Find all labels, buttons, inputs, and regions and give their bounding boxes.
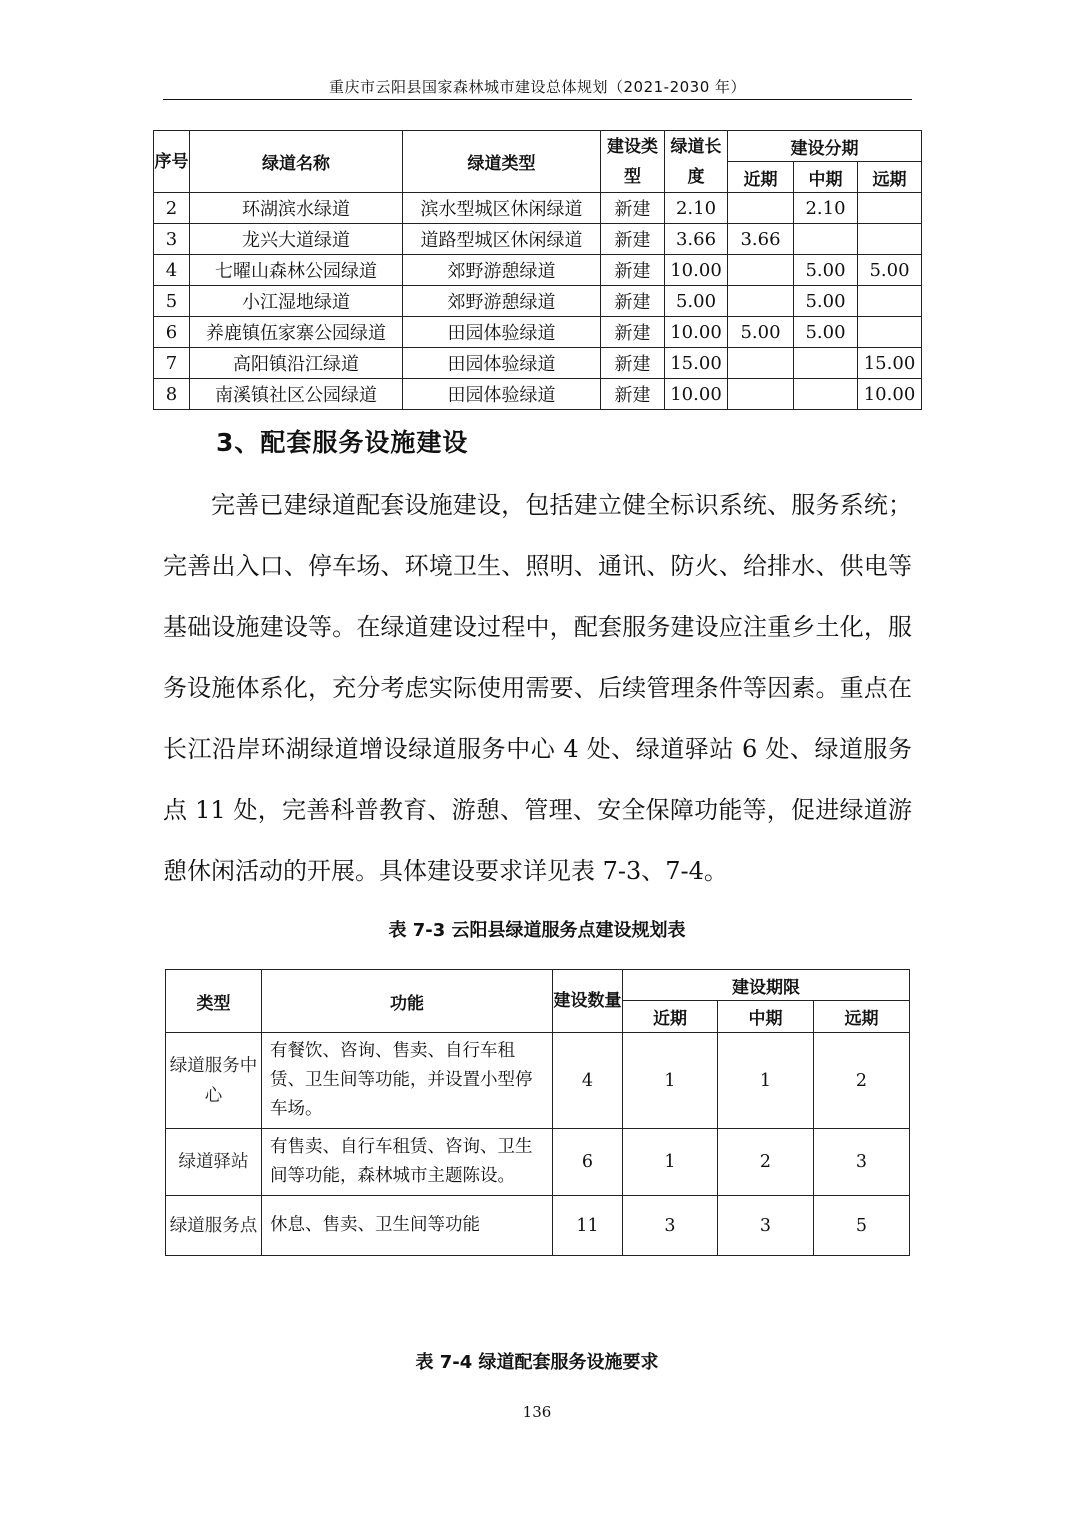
cell-far <box>858 224 922 255</box>
col-header-near: 近期 <box>728 162 794 193</box>
col-header-function: 功能 <box>262 970 553 1033</box>
col-header-near: 近期 <box>623 1001 718 1033</box>
cell-near: 5.00 <box>728 317 794 348</box>
greenway-table-body <box>154 193 922 410</box>
col-header-type: 类型 <box>166 970 262 1033</box>
cell-length: 10.00 <box>665 379 728 410</box>
cell-build: 新建 <box>601 255 665 286</box>
table-row <box>154 286 922 317</box>
cell-mid: 2 <box>718 1129 814 1196</box>
cell-mid <box>794 379 858 410</box>
cell-function: 有餐饮、咨询、售卖、自行车租赁、卫生间等功能，并设置小型停车场。 <box>262 1033 553 1129</box>
cell-length: 2.10 <box>665 193 728 224</box>
col-header-far: 远期 <box>814 1001 910 1033</box>
cell-no: 3 <box>154 224 190 255</box>
cell-build: 新建 <box>601 224 665 255</box>
cell-near: 3.66 <box>728 224 794 255</box>
table-row <box>154 193 922 224</box>
cell-length: 10.00 <box>665 317 728 348</box>
cell-name: 七曜山森林公园绿道 <box>190 255 403 286</box>
cell-near <box>728 286 794 317</box>
cell-near <box>728 193 794 224</box>
cell-build: 新建 <box>601 193 665 224</box>
cell-build: 新建 <box>601 286 665 317</box>
cell-near: 1 <box>623 1033 718 1129</box>
cell-kind: 郊野游憩绿道 <box>403 286 601 317</box>
section-title: 3、配套服务设施建设 <box>216 428 469 457</box>
cell-type: 绿道服务中心 <box>166 1033 262 1129</box>
cell-far: 5 <box>814 1196 910 1256</box>
cell-far: 10.00 <box>858 379 922 410</box>
col-header-count: 建设数量 <box>553 970 623 1033</box>
cell-name: 小江湿地绿道 <box>190 286 403 317</box>
cell-far <box>858 317 922 348</box>
cell-kind: 田园体验绿道 <box>403 317 601 348</box>
cell-far: 15.00 <box>858 348 922 379</box>
cell-no: 2 <box>154 193 190 224</box>
cell-name: 高阳镇沿江绿道 <box>190 348 403 379</box>
table-row <box>154 317 922 348</box>
cell-kind: 田园体验绿道 <box>403 348 601 379</box>
cell-no: 4 <box>154 255 190 286</box>
cell-count: 11 <box>553 1196 623 1256</box>
cell-near <box>728 379 794 410</box>
cell-mid: 5.00 <box>794 317 858 348</box>
cell-no: 7 <box>154 348 190 379</box>
cell-function: 休息、售卖、卫生间等功能 <box>262 1196 553 1256</box>
table-row <box>154 348 922 379</box>
cell-count: 4 <box>553 1033 623 1129</box>
cell-type: 绿道驿站 <box>166 1129 262 1196</box>
table-row <box>154 379 922 410</box>
col-header-phase-group: 建设分期 <box>728 131 922 162</box>
cell-mid <box>794 348 858 379</box>
greenway-table <box>153 130 922 410</box>
cell-no: 5 <box>154 286 190 317</box>
cell-name: 龙兴大道绿道 <box>190 224 403 255</box>
col-header-mid: 中期 <box>794 162 858 193</box>
service-point-table <box>165 969 910 1256</box>
cell-type: 绿道服务点 <box>166 1196 262 1256</box>
table-row <box>154 255 922 286</box>
cell-far: 3 <box>814 1129 910 1196</box>
cell-length: 10.00 <box>665 255 728 286</box>
table3-caption: 表 7-4 绿道配套服务设施要求 <box>415 1352 659 1373</box>
cell-name: 养鹿镇伍家寨公园绿道 <box>190 317 403 348</box>
col-header-far: 远期 <box>858 162 922 193</box>
cell-name: 南溪镇社区公园绿道 <box>190 379 403 410</box>
col-header-kind: 绿道类型 <box>403 131 601 193</box>
cell-build: 新建 <box>601 348 665 379</box>
table-row <box>154 224 922 255</box>
service-point-table-body <box>166 1033 910 1256</box>
cell-near: 3 <box>623 1196 718 1256</box>
page-number: 136 <box>522 1403 552 1421</box>
table-row <box>166 1129 910 1196</box>
cell-mid: 1 <box>718 1033 814 1129</box>
cell-mid: 2.10 <box>794 193 858 224</box>
cell-near <box>728 348 794 379</box>
cell-kind: 道路型城区休闲绿道 <box>403 224 601 255</box>
table-row <box>166 1196 910 1256</box>
cell-mid: 5.00 <box>794 255 858 286</box>
cell-near <box>728 255 794 286</box>
cell-near: 1 <box>623 1129 718 1196</box>
cell-length: 3.66 <box>665 224 728 255</box>
cell-name: 环湖滨水绿道 <box>190 193 403 224</box>
cell-no: 8 <box>154 379 190 410</box>
paragraph-text: 完善已建绿道配套设施建设，包括建立健全标识系统、服务系统；完善出入口、停车场、环境卫生、照明、通讯、防火、给排水、供电等基础设施建设等。在绿道建设过程中，配套服务建设应注重乡土化，服务设施体系化，充分考虑实际使用需要、后续管理条件等因素。重点在长江沿岸环湖绿道增设绿道服务中心 4 处、绿道驿站 6 处、绿道服务点 11 处，完善科普教育、游憩、管理、安全保障功能等，促进绿道游憩休闲活动的开展。具体建设要求详见表 7-3、7-4。 <box>163 491 912 885</box>
cell-function: 有售卖、自行车租赁、咨询、卫生间等功能，森林城市主题陈设。 <box>262 1129 553 1196</box>
col-header-period-group: 建设期限 <box>623 970 910 1001</box>
cell-kind: 田园体验绿道 <box>403 379 601 410</box>
cell-far: 2 <box>814 1033 910 1129</box>
col-header-no: 序号 <box>154 131 190 193</box>
cell-far <box>858 286 922 317</box>
page-header: 重庆市云阳县国家森林城市建设总体规划（2021-2030 年） <box>328 78 747 96</box>
cell-length: 5.00 <box>665 286 728 317</box>
table2-caption: 表 7-3 云阳县绿道服务点建设规划表 <box>388 920 686 941</box>
cell-far <box>858 193 922 224</box>
cell-no: 6 <box>154 317 190 348</box>
cell-kind: 滨水型城区休闲绿道 <box>403 193 601 224</box>
col-header-length: 绿道长度 <box>665 131 728 193</box>
cell-mid <box>794 224 858 255</box>
col-header-mid: 中期 <box>718 1001 814 1033</box>
header-rule <box>163 99 912 100</box>
cell-build: 新建 <box>601 379 665 410</box>
col-header-name: 绿道名称 <box>190 131 403 193</box>
table-row <box>166 1033 910 1129</box>
col-header-build-type: 建设类型 <box>601 131 665 193</box>
cell-mid: 3 <box>718 1196 814 1256</box>
cell-build: 新建 <box>601 317 665 348</box>
cell-kind: 郊野游憩绿道 <box>403 255 601 286</box>
cell-far: 5.00 <box>858 255 922 286</box>
cell-count: 6 <box>553 1129 623 1196</box>
cell-length: 15.00 <box>665 348 728 379</box>
cell-mid: 5.00 <box>794 286 858 317</box>
body-paragraph <box>163 475 912 902</box>
